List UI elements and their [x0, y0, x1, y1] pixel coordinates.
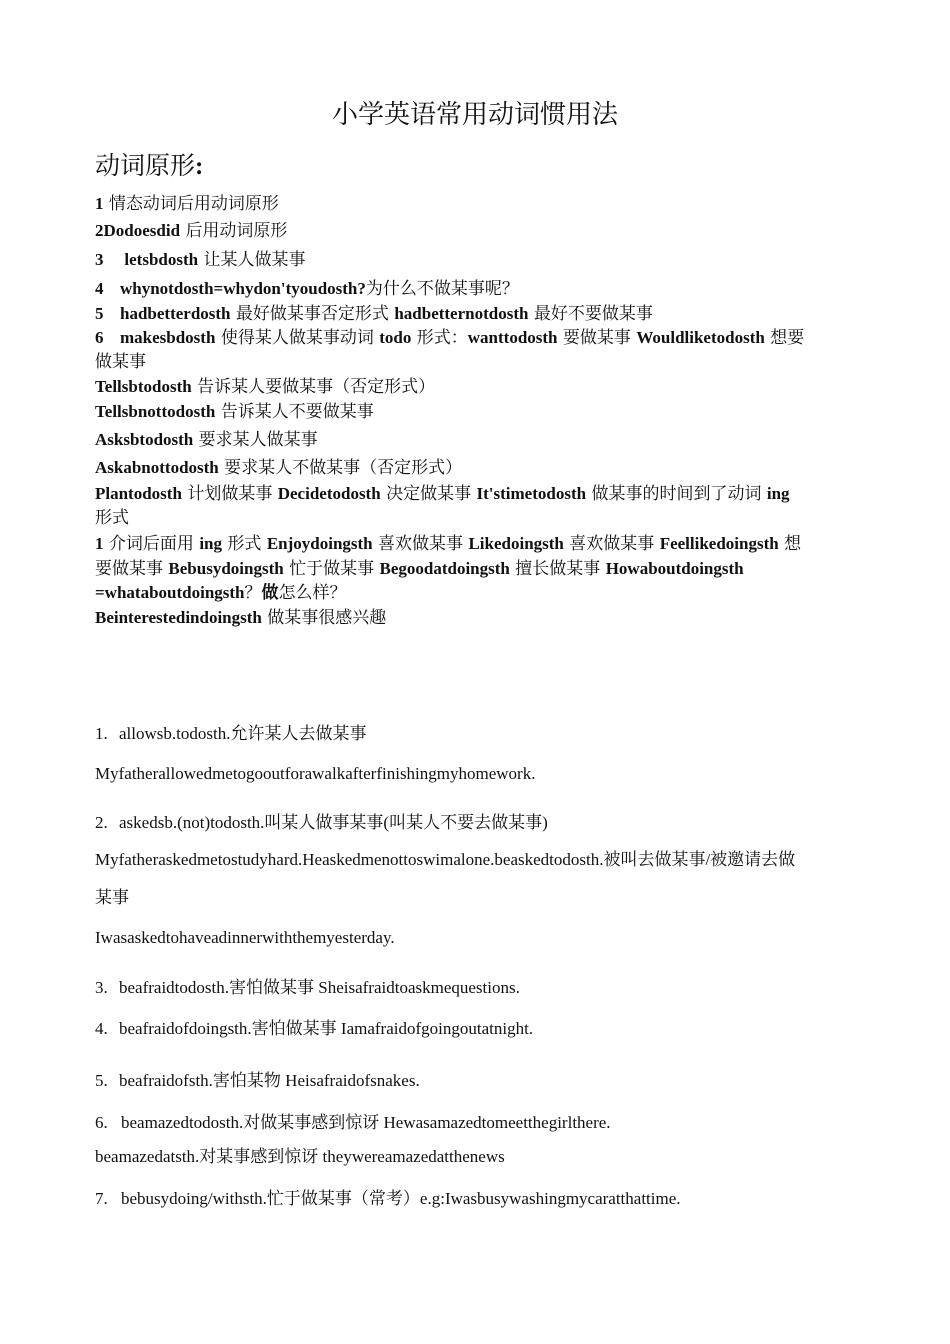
rule-text: 喜欢做某事 [378, 534, 464, 554]
rule-line [95, 192, 855, 216]
item-number: 1. [95, 724, 108, 743]
item-text: askedsb.(not)todosth.叫某人做事某事(叫某人不要去做某事) [119, 813, 548, 832]
rule-number: 2Dodoesdid [95, 221, 181, 240]
rule-text: 最好做某事否定形式 [235, 304, 389, 324]
rule-number: 1 [95, 194, 104, 213]
rule-phrase: =whataboutdoingsth [95, 583, 245, 602]
rule-text: 为什么不做某事呢？ [365, 279, 519, 299]
list-item [95, 1017, 855, 1041]
rule-text: 想要 [770, 328, 805, 348]
rule-text: 使得某人做某事动词 [220, 328, 374, 348]
rule-text: 要求某人做某事 [198, 430, 318, 450]
item-number: 7. [95, 1189, 108, 1208]
rule-phrase: todo [379, 328, 412, 347]
rule-phrase: Askabnottodosth [95, 458, 219, 477]
rule-phrase: Likedoingsth [468, 534, 564, 553]
list-item [95, 811, 855, 835]
item-number: 4. [95, 1019, 108, 1038]
rule-text: 要做某事 [562, 328, 631, 348]
rule-phrase: whynotdosth=whydon'tyoudosth? [120, 279, 366, 298]
rule-text: 介词后面用 [108, 534, 194, 554]
rule-text: 情态动词后用动词原形 [108, 194, 279, 214]
rule-phrase: Enjoydoingsth [266, 534, 373, 553]
rule-text: 计划做某事 [187, 484, 273, 504]
item-text: beafraidofsth.害怕某物 Heisafraidofsnakes. [119, 1071, 420, 1090]
rule-text: 做 [261, 583, 279, 603]
rule-text: 最好不要做某事 [533, 304, 653, 324]
example-sentence-continued: 某事 [95, 888, 129, 907]
rule-text: 做某事很感兴趣 [267, 608, 387, 628]
rule-text: 形式： [416, 328, 468, 348]
item-number: 6. [95, 1113, 108, 1132]
example-sentence: beamazedatsth.对某事感到惊讶 theywereamazedatthenews [95, 1147, 505, 1166]
list-item [95, 1111, 855, 1135]
rule-line [95, 219, 855, 243]
rule-line-continued [95, 350, 855, 374]
rule-text: 要做某事 [95, 559, 163, 579]
rule-text: 忙于做某事 [289, 559, 375, 579]
rule-phrase: letsbdosth [124, 250, 199, 269]
ing-line [95, 532, 855, 556]
rule-phrase: Beinterestedindoingsth [95, 608, 262, 627]
ing-line [95, 557, 855, 581]
item-number: 2. [95, 813, 108, 832]
list-item [95, 1069, 855, 1093]
item-text: beafraidofdoingsth.害怕做某事 Iamafraidofgoingoutatnight. [119, 1019, 534, 1038]
rule-line [95, 326, 855, 350]
rule-text: 怎么样？ [278, 583, 347, 603]
rule-phrase: Begoodatdoingsth [379, 559, 510, 578]
rule-phrase: wanttodosth [467, 328, 558, 347]
rule-text: 擅长做某事 [515, 559, 601, 579]
list-item [95, 722, 855, 746]
rule-line [95, 248, 855, 272]
item-text: bebusydoing/withsth.忙于做某事（常考）e.g:Iwasbusywashingmycaratthattime. [121, 1189, 681, 1208]
rule-phrase: Howaboutdoingsth [605, 559, 744, 578]
rule-phrase: Tellsbnottodosth [95, 402, 216, 421]
rule-text: 告诉某人要做某事（否定形式） [197, 377, 436, 397]
rule-phrase: ing [199, 534, 222, 553]
interest-line [95, 606, 855, 630]
rule-phrase: Plantodosth [95, 484, 182, 503]
heading-text: 动词原形 [95, 151, 196, 180]
list-item [95, 1187, 855, 1211]
rule-phrase: Feellikedoingsth [659, 534, 779, 553]
rule-number: 4 [95, 279, 104, 298]
rule-number: 5 [95, 304, 104, 323]
rule-number: 1 [95, 534, 104, 553]
rule-phrase: hadbetternotdosth [394, 304, 529, 323]
rule-text: 决定做某事 [386, 484, 472, 504]
rule-phrase: hadbetterdosth [120, 304, 231, 323]
rule-line [95, 277, 855, 301]
rule-text: 形式 [95, 508, 129, 528]
heading-colon: : [195, 153, 204, 180]
plan-line-continued [95, 506, 855, 530]
rule-phrase: ing [766, 484, 790, 503]
rule-text: 想 [784, 534, 802, 554]
rule-text: ？ [244, 583, 262, 603]
item-text: beamazedtodosth.对做某事感到惊讶 Hewasamazedtomeetthegirlthere. [121, 1113, 611, 1132]
rule-phrase: Bebusydoingsth [168, 559, 284, 578]
plan-line [95, 482, 855, 506]
rule-phrase: Decidetodosth [277, 484, 381, 503]
rule-text: 喜欢做某事 [569, 534, 655, 554]
rule-phrase: Wouldliketodosth [636, 328, 765, 347]
phrase-line [95, 428, 855, 452]
rule-phrase: Tellsbtodosth [95, 377, 192, 396]
phrase-line [95, 456, 855, 480]
rule-text: 形式 [227, 534, 262, 554]
example-sentence: Myfatheraskedmetostudyhard.Heaskedmenottoswimalone.beaskedtodosth.被叫去做某事/被邀请去做 [95, 850, 796, 869]
rule-text: 做某事的时间到了动词 [591, 484, 762, 504]
rule-phrase: It'stimetodosth [476, 484, 587, 503]
rule-number: 3 [95, 250, 104, 269]
item-text: beafraidtodosth.害怕做某事 Sheisafraidtoaskmequestions. [119, 978, 520, 997]
rule-text: 告诉某人不要做某事 [220, 402, 374, 422]
rule-text: 让某人做某事 [203, 250, 306, 270]
rule-line [95, 302, 855, 326]
example-sentence: Myfatherallowedmetogooutforawalkafterfinishingmyhomework. [95, 764, 536, 783]
rule-phrase: makesbdosth [120, 328, 216, 347]
item-text: allowsb.todosth.允许某人去做某事 [119, 724, 367, 743]
item-number: 3. [95, 978, 108, 997]
item-number: 5. [95, 1071, 108, 1090]
rule-number: 6 [95, 328, 104, 347]
section-heading [95, 146, 203, 182]
list-item [95, 976, 855, 1000]
example-sentence: Iwasaskedtohaveadinnerwiththemyesterday. [95, 928, 395, 947]
rule-phrase: Asksbtodosth [95, 430, 194, 449]
page-title: 小学英语常用动词惯用法 [331, 100, 618, 130]
phrase-line [95, 400, 855, 424]
rule-text: 后用动词原形 [185, 221, 288, 241]
rule-text: 做某事 [95, 352, 146, 372]
phrase-line [95, 375, 855, 399]
ing-line [95, 581, 855, 605]
rule-text: 要求某人不做某事（否定形式） [224, 458, 463, 478]
